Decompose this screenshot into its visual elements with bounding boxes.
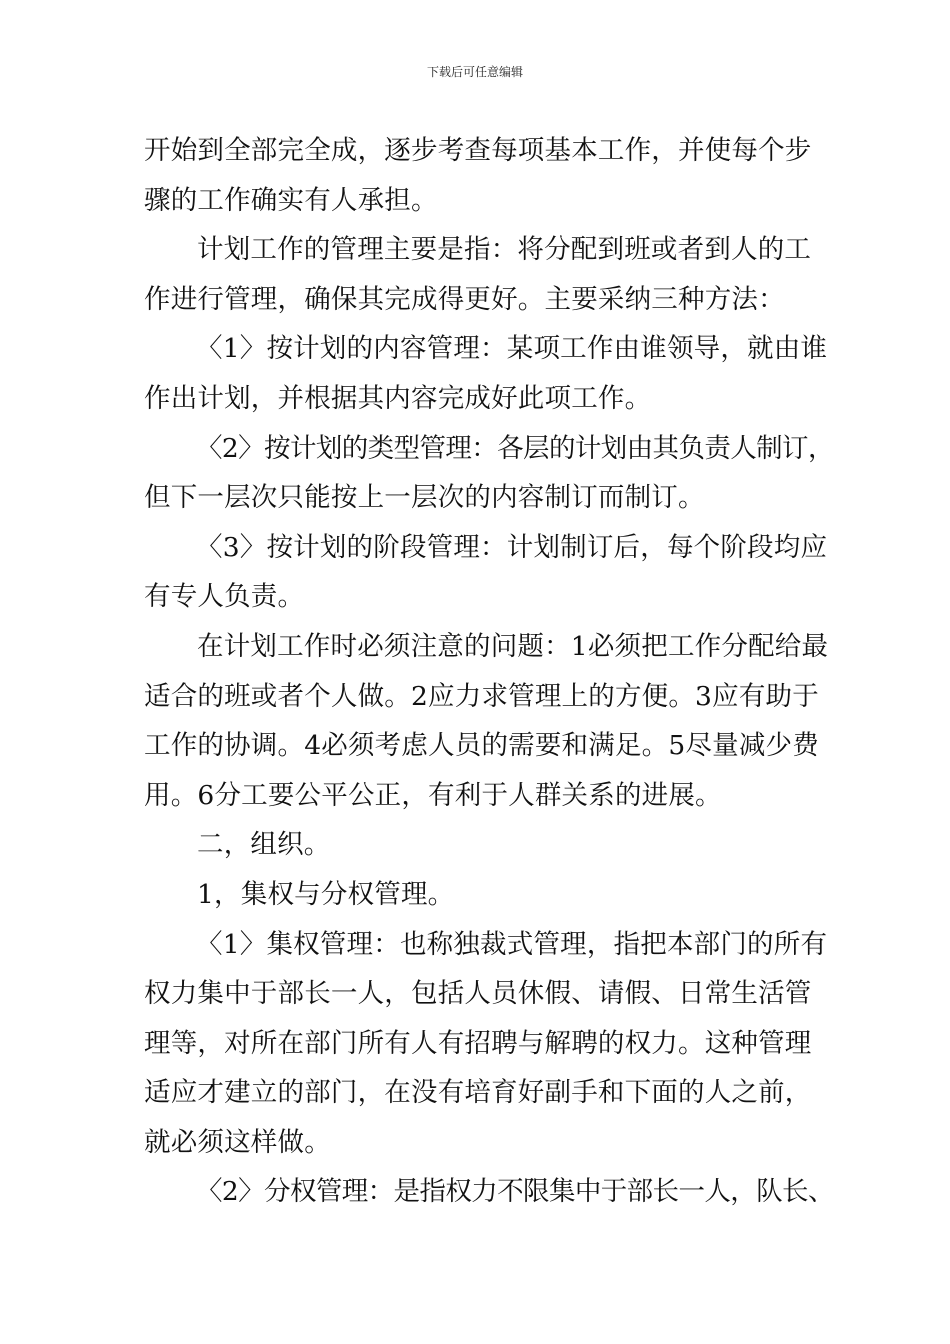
text-line-20: 适应才建立的部门，在没有培育好副手和下面的人之前， (144, 1077, 812, 1109)
text-line-5: 〈1〉按计划的内容管理：某项工作由谁领导，就由谁 (196, 333, 828, 365)
document-body (144, 126, 834, 1217)
text-line-8: 但下一层次只能按上一层次的内容制订而制订。 (144, 482, 705, 514)
text-line-9: 〈3〉按计划的阶段管理：计划制订后，每个阶段均应 (196, 531, 828, 563)
text-line-21: 就必须这样做。 (144, 1126, 331, 1158)
text-line-14: 用。6分工要公平公正，有利于人群关系的进展。 (144, 779, 722, 811)
text-line-16: 1，集权与分权管理。 (197, 878, 455, 910)
text-line-1: 开始到全部完全成，逐步考查每项基本工作，并使每个步 (144, 135, 812, 166)
text-line-22: 〈2〉分权管理：是指权力不限集中于部长一人，队长、 (196, 1176, 834, 1208)
text-line-11: 在计划工作时必须注意的问题：1必须把工作分配给最 (197, 630, 829, 662)
text-line-19: 理等，对所在部门所有人有招聘与解聘的权力。这种管理 (144, 1027, 812, 1059)
text-line-7: 〈2〉按计划的类型管理：各层的计划由其负责人制订， (196, 432, 834, 464)
text-line-18: 权力集中于部长一人，包括人员休假、请假、日常生活管 (144, 978, 812, 1010)
text-line-13: 工作的协调。4必须考虑人员的需要和满足。5尽量减少费 (144, 730, 819, 762)
text-line-4: 作进行管理，确保其完成得更好。主要采纳三种方法： (144, 283, 785, 315)
text-line-17: 〈1〉集权管理：也称独裁式管理，指把本部门的所有 (196, 928, 828, 960)
text-line-15: 二，组织。 (197, 829, 331, 861)
text-line-12: 适合的班或者个人做。2应力求管理上的方便。3应有助于 (144, 680, 819, 712)
text-line-3: 计划工作的管理主要是指：将分配到班或者到人的工 (197, 234, 812, 266)
page-header: 下载后可任意编辑 (426, 65, 523, 79)
text-line-6: 作出计划，并根据其内容完成好此项工作。 (144, 382, 652, 414)
text-line-10: 有专人负责。 (144, 581, 305, 613)
text-line-2: 骤的工作确实有人承担。 (144, 184, 438, 216)
